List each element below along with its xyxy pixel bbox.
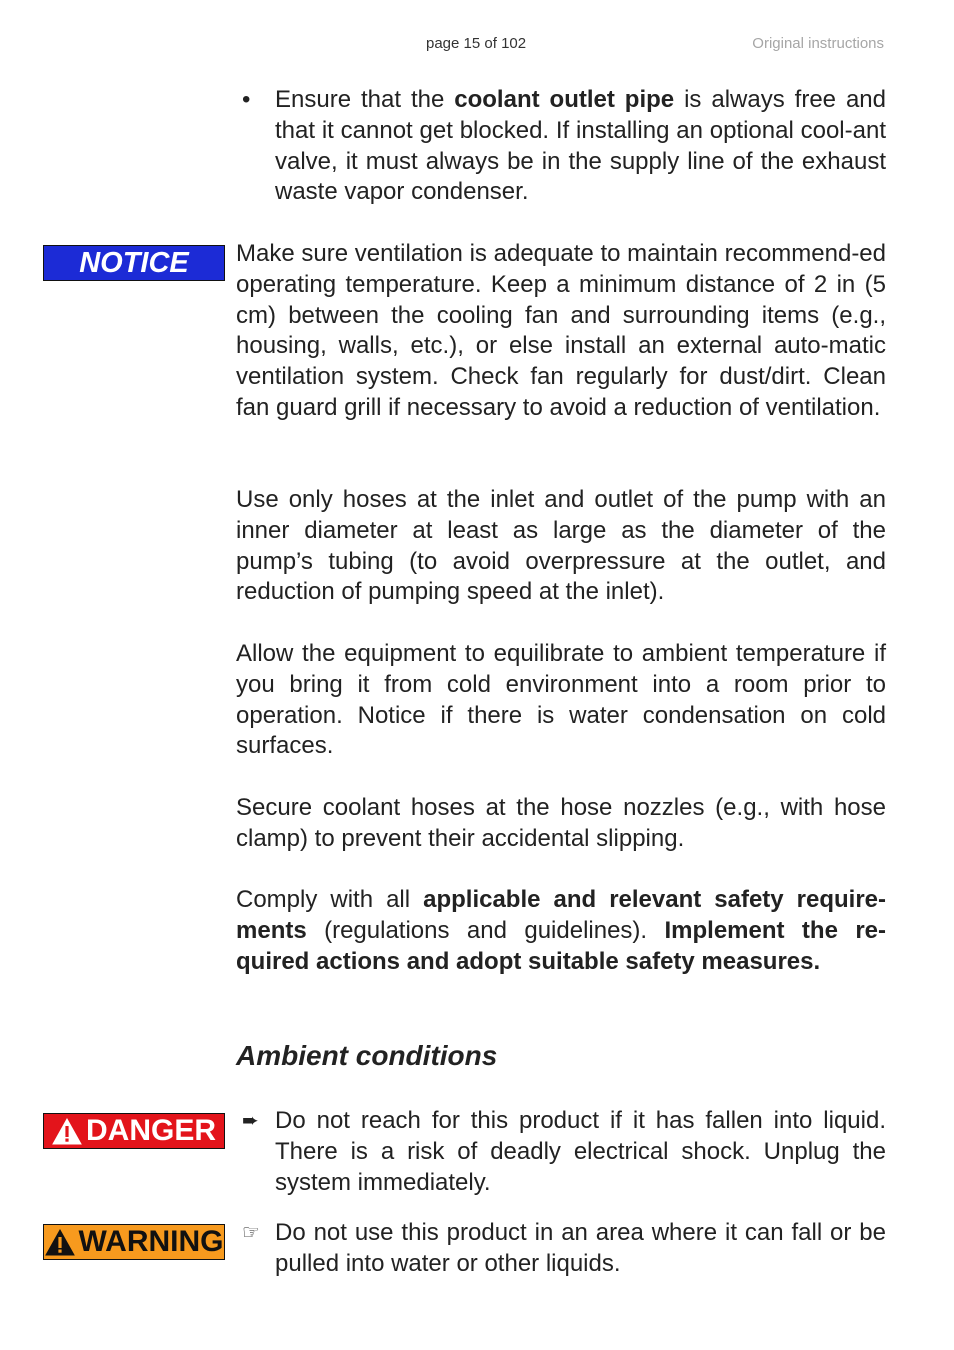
notice-badge-label: NOTICE [79,246,189,279]
safety-text-bold1: applicable and relevant safety require-ments [236,886,887,944]
bullet-text-post: is always free and that it cannot get blocked. If installing an optional cool-ant valve, it must always be in the supply line of the exhaust waste vapor condenser. [275,86,886,206]
danger-instruction [236,1106,886,1198]
pointing-hand-icon: ☞ [242,1222,260,1244]
bullet-mark: • [242,86,251,113]
warning-text: Do not use this product in an area where it can fall or be pulled into water or other liquids. [275,1219,886,1277]
danger-badge-label: DANGER [85,1114,216,1147]
warning-triangle-icon [52,1118,82,1145]
ventilation-paragraph: Make sure ventilation is adequate to maintain recommend-ed operating temperature. Keep a minimum distance of 2 in (5 cm) between the cooling fan and surrounding items (e.g., housing, walls, etc.), or else install an external auto-matic ventilation system. Check fan regularly for dust/dirt. Clean fan guard grill if necessary to avoid a reduction of ventilation. [236,240,886,421]
bullet-text-pre: Ensure that the [275,86,455,113]
danger-text: Do not reach for this product if it has fallen into liquid. There is a risk of deadly electrical shock. Unplug the system immediately. [275,1107,886,1196]
document-label: Original instructions [752,35,884,52]
arrow-right-icon: ➨ [242,1110,259,1132]
equilibrate-paragraph: Allow the equipment to equilibrate to ambient temperature if you bring it from cold environment into a room prior to operation. Notice if there is water condensation on cold surfaces. [236,640,886,760]
bullet-text-bold: coolant outlet pipe [454,86,675,113]
warning-instruction [236,1218,886,1280]
hoses-paragraph: Use only hoses at the inlet and outlet of the pump with an inner diameter at least as large as the diameter of the pump’s tubing (to avoid overpressure at the outlet, and reduction of pumping speed at the inlet). [236,486,886,606]
coolant-hoses-paragraph: Secure coolant hoses at the hose nozzles (e.g., with hose clamp) to prevent their accidental slipping. [236,794,886,852]
danger-badge [43,1113,225,1149]
notice-badge [43,245,225,281]
page-number: page 15 of 102 [426,35,527,52]
coolant-outlet-bullet [236,85,886,208]
warning-badge [43,1224,225,1260]
safety-text-bold2: Implement the re-quired actions and adopt suitable safety measures. [236,916,886,975]
section-heading: Ambient conditions [236,1040,498,1071]
warning-triangle-icon [45,1229,75,1256]
safety-text-mid: (regulations and guidelines). [306,916,665,944]
warning-badge-label: WARNING [78,1225,224,1258]
safety-text-pre: Comply with all [236,886,424,913]
safety-requirements-paragraph [236,885,886,977]
